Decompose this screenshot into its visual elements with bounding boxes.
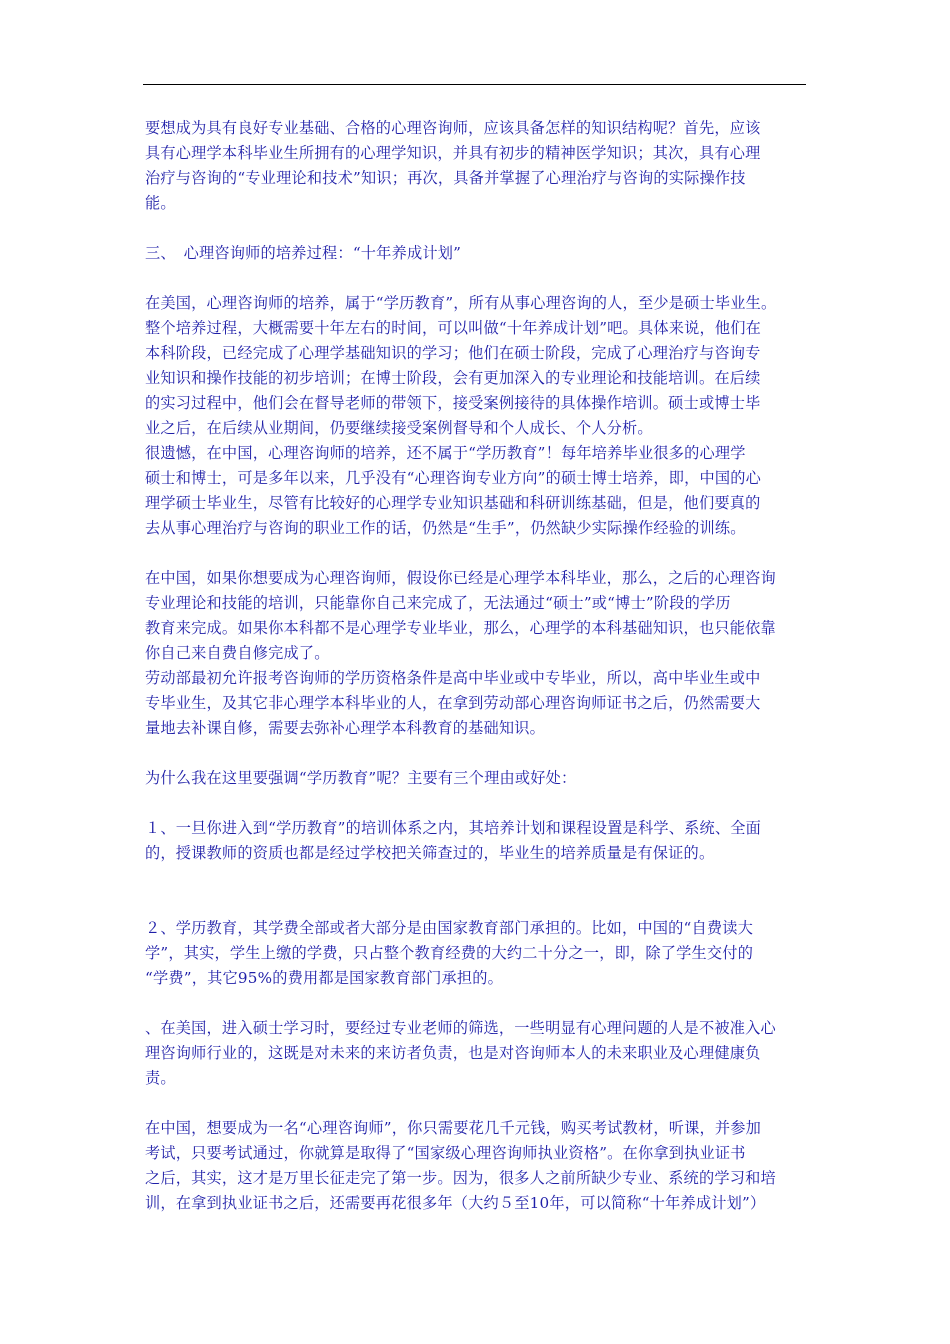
text-line: 专业理论和技能的培训，只能靠你自己来完成了，无法通过“硕士”或“博士”阶段的学历 [145,594,731,612]
text-line: “学费”，其它95%的费用都是国家教育部门承担的。 [145,969,504,987]
text-line: 考试，只要考试通过，你就算是取得了“国家级心理咨询师执业资格”。在你拿到执业证书 [145,1144,746,1162]
paragraph-spacer [145,991,809,1016]
paragraph-spacer [145,266,809,291]
text-line: 理咨询师行业的，这既是对未来的来访者负责，也是对咨询师本人的未来职业及心理健康负 [145,1044,761,1062]
paragraph [145,666,809,741]
paragraph-spacer [145,216,809,241]
paragraph [145,766,809,791]
text-line: 的，授课教师的资质也都是经过学校把关筛查过的，毕业生的培养质量是有保证的。 [145,844,715,862]
text-line: 之后，其实，这才是万里长征走完了第一步。因为，很多人之前所缺少专业、系统的学习和培 [145,1169,776,1187]
text-line: 整个培养过程，大概需要十年左右的时间，可以叫做“十年养成计划”吧。具体来说，他们在 [145,319,762,337]
text-line: 硕士和博士，可是多年以来，几乎没有“心理咨询专业方向”的硕士博士培养，即，中国的心 [145,469,762,487]
paragraph [145,916,809,991]
text-line: 学”，其实，学生上缴的学费，只占整个教育经费的大约二十分之一，即，除了学生交付的 [145,944,754,962]
paragraph [145,1016,809,1091]
header-rule [143,84,806,85]
text-line: 的实习过程中，他们会在督导老师的带领下，接受案例接待的具体操作培训。硕士或博士毕 [145,394,761,412]
paragraph [145,1116,809,1216]
text-line: 教育来完成。如果你本科都不是心理学专业毕业，那么，心理学的本科基础知识，也只能依靠 [145,619,776,637]
paragraph-spacer [145,791,809,816]
paragraph-spacer [145,866,809,916]
text-line: 、在美国，进入硕士学习时，要经过专业老师的筛选，一些明显有心理问题的人是不被准入心 [145,1019,776,1037]
paragraph [145,116,809,216]
text-line: ２、学历教育，其学费全部或者大部分是由国家教育部门承担的。比如，中国的“自费读大 [145,919,754,937]
text-line: 责。 [145,1069,176,1087]
text-line: 训，在拿到执业证书之后，还需要再花很多年（大约５至10年，可以简称“十年养成计划”） [145,1194,766,1212]
text-line: 三、 心理咨询师的培养过程：“十年养成计划” [145,244,462,262]
paragraph [145,441,809,541]
text-line: 量地去补课自修，需要去弥补心理学本科教育的基础知识。 [145,719,546,737]
section-heading [145,241,809,266]
paragraph [145,291,809,441]
text-line: 你自己来自费自修完成了。 [145,644,330,662]
text-line: 去从事心理治疗与咨询的职业工作的话，仍然是“生手”，仍然缺少实际操作经验的训练。 [145,519,746,537]
text-line: 在中国，如果你想要成为心理咨询师，假设你已经是心理学本科毕业，那么，之后的心理咨询 [145,569,776,587]
text-line: 业知识和操作技能的初步培训；在博士阶段，会有更加深入的专业理论和技能培训。在后续 [145,369,761,387]
text-line: 很遗憾，在中国，心理咨询师的培养，还不属于“学历教育”！每年培养毕业很多的心理学 [145,444,746,462]
text-line: 能。 [145,194,176,212]
paragraph [145,566,809,666]
text-line: 为什么我在这里要强调“学历教育”呢？主要有三个理由或好处： [145,769,577,787]
text-line: 在中国，想要成为一名“心理咨询师”，你只需要花几千元钱，购买考试教材，听课，并参加 [145,1119,762,1137]
text-line: 专毕业生，及其它非心理学本科毕业的人，在拿到劳动部心理咨询师证书之后，仍然需要大 [145,694,761,712]
text-line: 业之后，在后续从业期间，仍要继续接受案例督导和个人成长、个人分析。 [145,419,653,437]
text-line: 劳动部最初允许报考咨询师的学历资格条件是高中毕业或中专毕业，所以，高中毕业生或中 [145,669,761,687]
text-line: 具有心理学本科毕业生所拥有的心理学知识，并具有初步的精神医学知识；其次，具有心理 [145,144,761,162]
paragraph-spacer [145,541,809,566]
document-body [145,116,809,1216]
paragraph-spacer [145,741,809,766]
text-line: 在美国，心理咨询师的培养，属于“学历教育”，所有从事心理咨询的人，至少是硕士毕业生。 [145,294,777,312]
text-line: 本科阶段，已经完成了心理学基础知识的学习；他们在硕士阶段，完成了心理治疗与咨询专 [145,344,761,362]
text-line: １、一旦你进入到“学历教育”的培训体系之内，其培养计划和课程设置是科学、系统、全面 [145,819,762,837]
paragraph [145,816,809,866]
paragraph-spacer [145,1091,809,1116]
text-line: 要想成为具有良好专业基础、合格的心理咨询师，应该具备怎样的知识结构呢？首先，应该 [145,119,761,137]
text-line: 理学硕士毕业生，尽管有比较好的心理学专业知识基础和科研训练基础，但是，他们要真的 [145,494,761,512]
text-line: 治疗与咨询的“专业理论和技术”知识；再次，具备并掌握了心理治疗与咨询的实际操作技 [145,169,746,187]
